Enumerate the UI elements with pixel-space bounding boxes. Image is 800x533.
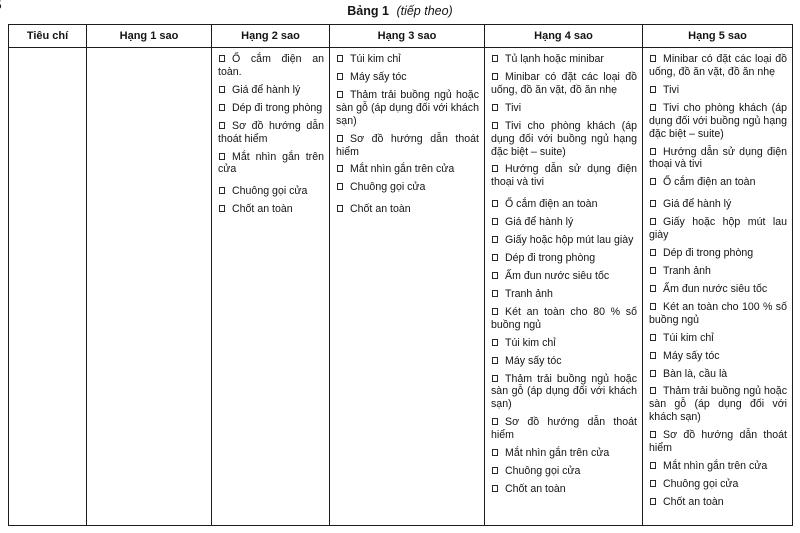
checkbox-icon	[492, 290, 498, 297]
checklist-item	[649, 216, 787, 242]
cell-hang-3-sao	[330, 48, 485, 526]
checklist-item-text: Ổ cắm điện an toàn.	[218, 53, 324, 78]
checklist-item-text: Chuông gọi cửa	[663, 477, 739, 490]
checkbox-icon	[650, 352, 656, 359]
checklist-item-text: Ổ cắm điện an toàn	[505, 198, 598, 211]
cell-hang-1-sao	[87, 48, 212, 526]
checklist-item	[491, 234, 637, 247]
checkbox-icon	[337, 165, 343, 172]
checkbox-icon	[219, 205, 225, 212]
checklist-item-text: Tivi	[663, 83, 680, 96]
checkbox-icon	[650, 267, 656, 274]
checklist-item-text: Chốt an toàn	[232, 203, 293, 216]
checklist-item	[336, 71, 479, 84]
checklist-item-text: Chuông gọi cửa	[350, 181, 426, 194]
checkbox-icon	[650, 431, 656, 438]
header-hang-1-sao: Hạng 1 sao	[87, 25, 212, 48]
checklist-item	[491, 270, 637, 283]
checklist-item-text: Thảm trải buồng ngủ hoặc sàn gỗ (áp dụng đối với khách sạn)	[336, 88, 479, 127]
checkbox-icon	[650, 303, 656, 310]
table-body-row	[9, 48, 793, 526]
checklist-item-text: Chuông gọi cửa	[505, 465, 581, 478]
checklist-item	[491, 71, 637, 97]
checklist-item	[491, 373, 637, 412]
checkbox-icon	[492, 104, 498, 111]
checkbox-icon	[219, 122, 225, 129]
checklist-item	[649, 247, 787, 260]
checklist-item-text: Dép đi trong phòng	[663, 247, 754, 260]
checkbox-icon	[492, 485, 498, 492]
checklist-item-text: Tranh ảnh	[663, 264, 711, 277]
checkbox-icon	[492, 200, 498, 207]
checklist-item	[649, 460, 787, 473]
checkbox-icon	[492, 375, 498, 382]
checklist-item-text: Ấm đun nước siêu tốc	[505, 269, 610, 282]
checkbox-icon	[492, 418, 498, 425]
criteria-table	[8, 24, 793, 526]
checklist-item	[649, 301, 787, 327]
checklist-item-text: Hướng dẫn sử dụng điện thoại và tivi	[491, 163, 637, 189]
checklist-item-text: Minibar có đặt các loại đồ uống, đồ ăn vặt, đồ ăn nhẹ	[491, 70, 637, 96]
checklist-item-text: Túi kim chỉ	[505, 336, 556, 349]
checkbox-icon	[337, 135, 343, 142]
checklist-item	[491, 252, 637, 265]
cell-hang-2-sao	[212, 48, 330, 526]
checklist-item-text: Chuông gọi cửa	[232, 185, 308, 198]
checklist-item-text: Giá để hành lý	[232, 83, 301, 96]
checkbox-icon	[492, 254, 498, 261]
checklist-item	[491, 120, 637, 159]
checklist-item	[491, 198, 637, 211]
checklist-item	[491, 355, 637, 368]
checklist-item	[649, 429, 787, 455]
checklist-item-text: Ổ cắm điện an toàn	[663, 176, 756, 189]
checkbox-icon	[650, 218, 656, 225]
checklist-item	[218, 203, 324, 216]
checklist-item	[218, 120, 324, 146]
cell-hang-4-sao	[485, 48, 643, 526]
checklist-item	[491, 216, 637, 229]
checklist-item-text: Mắt nhìn gắn trên cửa	[663, 460, 768, 473]
checklist-item	[491, 102, 637, 115]
checkbox-icon	[650, 370, 656, 377]
header-hang-3-sao: Hạng 3 sao	[330, 25, 485, 48]
checkbox-icon	[219, 55, 225, 62]
checkbox-icon	[219, 86, 225, 93]
checklist-item	[649, 102, 787, 141]
checklist-item-text: Bàn là, cầu là	[663, 367, 728, 380]
checkbox-icon	[492, 339, 498, 346]
checklist-item	[336, 163, 479, 176]
checklist-item	[649, 385, 787, 424]
checklist-item	[491, 163, 637, 189]
checklist-item	[649, 146, 787, 172]
checkbox-icon	[650, 249, 656, 256]
checklist-item	[218, 53, 324, 79]
checklist-item	[491, 53, 637, 66]
checklist-item	[491, 483, 637, 496]
checklist-item	[336, 181, 479, 194]
checklist-item	[336, 203, 479, 216]
checklist-item-text: Hướng dẫn sử dụng điện thoại và tivi	[649, 145, 787, 171]
checklist-item-text: Túi kim chỉ	[350, 53, 401, 65]
checklist-item-text: Chốt an toàn	[350, 203, 411, 216]
checklist-item	[491, 447, 637, 460]
checklist-item	[649, 53, 787, 79]
checklist-item-text: Mắt nhìn gắn trên cửa	[350, 163, 455, 176]
checklist-item	[218, 84, 324, 97]
header-tieu-chi: Tiêu chí	[9, 25, 87, 48]
checklist-item	[649, 332, 787, 345]
checklist-item	[336, 89, 479, 128]
checklist-item-text: Thảm trải buồng ngủ hoặc sàn gỗ (áp dụng đối với khách sạn)	[491, 372, 637, 411]
checklist-item-text: Két an toàn cho 80 % số buồng ngủ	[491, 305, 637, 331]
checklist-item	[649, 283, 787, 296]
checkbox-icon	[337, 205, 343, 212]
checkbox-icon	[337, 91, 343, 98]
checklist-item-text: Dép đi trong phòng	[505, 252, 596, 265]
checkbox-icon	[492, 272, 498, 279]
checkbox-icon	[492, 449, 498, 456]
checklist-item-text: Giá để hành lý	[663, 198, 732, 211]
checkbox-icon	[219, 187, 225, 194]
checklist-item	[336, 133, 479, 159]
checklist-item	[491, 288, 637, 301]
checklist-item-text: Mắt nhìn gắn trên cửa	[218, 150, 324, 176]
checkbox-icon	[492, 236, 498, 243]
checkbox-icon	[492, 122, 498, 129]
checklist-item	[491, 337, 637, 350]
checklist-item	[491, 306, 637, 332]
checklist-item	[649, 496, 787, 509]
checklist-item-text: Máy sấy tóc	[663, 349, 720, 362]
checklist-item-text: Túi kim chỉ	[663, 331, 714, 344]
checkbox-icon	[650, 178, 656, 185]
checklist-item-text: Sơ đồ hướng dẫn thoát hiểm	[218, 119, 324, 145]
checklist-item-text: Máy sấy tóc	[505, 354, 562, 367]
checklist-item	[491, 416, 637, 442]
checklist-item	[649, 368, 787, 381]
checklist-item-text: Giấy hoặc hộp mút lau giày	[505, 234, 634, 247]
checklist-item-text: Tủ lạnh hoặc minibar	[505, 53, 604, 65]
checklist-item-text: Sơ đồ hướng dẫn thoát hiểm	[491, 416, 637, 442]
checkbox-icon	[492, 357, 498, 364]
checklist-item-text: Mắt nhìn gắn trên cửa	[505, 447, 610, 460]
header-hang-4-sao: Hạng 4 sao	[485, 25, 643, 48]
checkbox-icon	[650, 55, 656, 62]
checkbox-icon	[650, 480, 656, 487]
table-title-note: (tiếp theo)	[396, 4, 453, 18]
checkbox-icon	[492, 308, 498, 315]
table-title	[0, 2, 800, 20]
checkbox-icon	[650, 104, 656, 111]
checkbox-icon	[650, 200, 656, 207]
checkbox-icon	[650, 285, 656, 292]
checkbox-icon	[650, 498, 656, 505]
checkbox-icon	[650, 334, 656, 341]
checklist-item-text: Chốt an toàn	[505, 482, 566, 495]
checklist-item	[649, 176, 787, 189]
table-title-main: Bảng 1	[347, 4, 389, 18]
checkbox-icon	[650, 462, 656, 469]
checklist-item	[218, 185, 324, 198]
checkbox-icon	[337, 73, 343, 80]
checklist-item-text: Thảm trải buồng ngủ hoặc sàn gỗ (áp dụng đối với khách sạn)	[649, 385, 787, 424]
checklist-item-text: Ấm đun nước siêu tốc	[663, 282, 768, 295]
checklist-item-text: Tivi cho phòng khách (áp dụng đối với buồng ngủ hạng đặc biệt – suite)	[491, 119, 637, 158]
checkbox-icon	[337, 55, 343, 62]
checklist-item-text: Giá để hành lý	[505, 216, 574, 229]
checkbox-icon	[492, 467, 498, 474]
checklist-item-text: Chốt an toàn	[663, 495, 724, 508]
checklist-item	[218, 102, 324, 115]
checkbox-icon	[650, 387, 656, 394]
checkbox-icon	[650, 86, 656, 93]
checklist-item-text: Giấy hoặc hộp mút lau giày	[649, 216, 787, 242]
checklist-item-text: Minibar có đặt các loại đồ uống, đồ ăn vặt, đồ ăn nhẹ	[649, 53, 787, 78]
checkbox-icon	[219, 153, 225, 160]
checkbox-icon	[650, 148, 656, 155]
checklist-item-text: Tranh ảnh	[505, 287, 553, 300]
checklist-item	[649, 84, 787, 97]
checklist-item	[649, 350, 787, 363]
checklist-item-text: Két an toàn cho 100 % số buồng ngủ	[649, 300, 787, 326]
checklist-item	[336, 53, 479, 66]
checklist-item-text: Dép đi trong phòng	[232, 101, 323, 114]
table-header-row	[9, 25, 793, 48]
checkbox-icon	[492, 55, 498, 62]
checkbox-icon	[492, 165, 498, 172]
checklist-item-text: Sơ đồ hướng dẫn thoát hiểm	[336, 132, 479, 158]
checklist-item	[218, 151, 324, 177]
checklist-item	[649, 265, 787, 278]
checklist-item-text: Máy sấy tóc	[350, 70, 407, 83]
checklist-item-text: Sơ đồ hướng dẫn thoát hiểm	[649, 429, 787, 455]
checklist-item	[491, 465, 637, 478]
checklist-item-text: Tivi	[505, 101, 522, 114]
cell-tieu-chi	[9, 48, 87, 526]
checklist-item	[649, 198, 787, 211]
header-hang-5-sao: Hạng 5 sao	[643, 25, 793, 48]
checklist-item-text: Tivi cho phòng khách (áp dụng đối với buồng ngủ hạng đặc biệt – suite)	[649, 101, 787, 140]
header-hang-2-sao: Hạng 2 sao	[212, 25, 330, 48]
checkbox-icon	[219, 104, 225, 111]
checkbox-icon	[337, 183, 343, 190]
checkbox-icon	[492, 73, 498, 80]
checklist-item	[649, 478, 787, 491]
cell-hang-5-sao	[643, 48, 793, 526]
checkbox-icon	[492, 218, 498, 225]
